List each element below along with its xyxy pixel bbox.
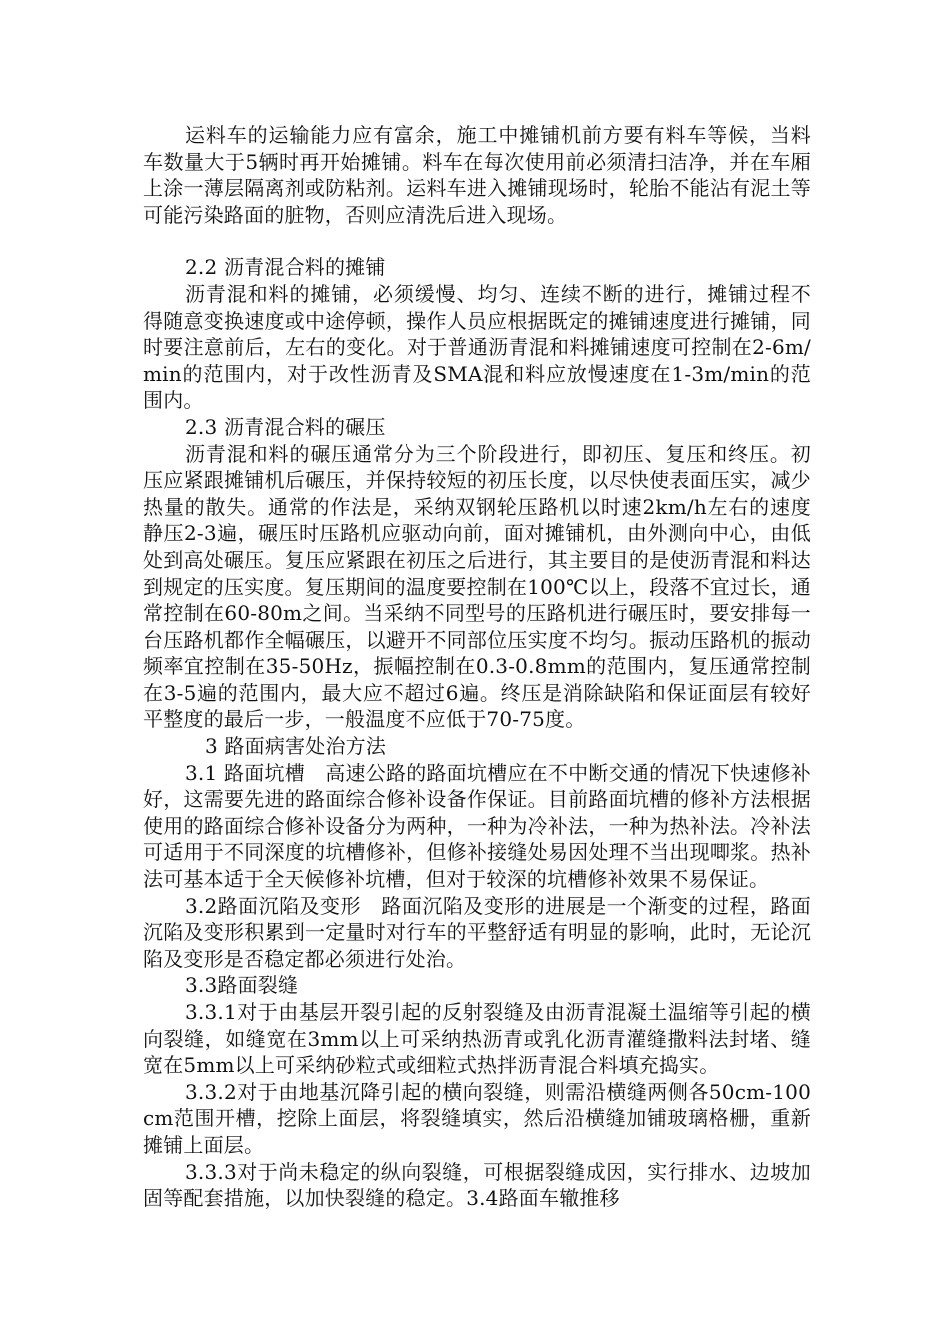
heading-3-3: 3.3路面裂缝 bbox=[185, 973, 299, 998]
paragraph-cracks-3: 3.3.3对于尚未稳定的纵向裂缝，可根据裂缝成因，实行排水、边坡加固等配套措施，以加快裂缝的稳定。3.4路面车辙推移 bbox=[143, 1159, 811, 1211]
document-body bbox=[143, 122, 811, 1212]
heading-2-3: 2.3 沥青混合料的碾压 bbox=[185, 414, 386, 439]
paragraph-subsidence: 3.2路面沉陷及变形 路面沉陷及变形的进展是一个渐变的过程，路面沉陷及变形积累到一定量时对行车的平整舒适有明显的影响，此时，无论沉陷及变形是否稳定都必须进行处治。 bbox=[143, 893, 811, 971]
paragraph-rolling: 沥青混和料的碾压通常分为三个阶段进行，即初压、复压和终压。初压应紧跟摊铺机后碾压，并保持较短的初压长度，以尽快使表面压实，减少热量的散失。通常的作法是，采纳双钢轮压路机以时速2km/h左右的速度静压2-3遍，碾压时压路机应驱动向前，面对摊铺机，由外测向中心，由低处到高处碾压。复压应紧跟在初压之后进行，其主要目的是使沥青混和料达到规定的压实度。复压期间的温度要控制在100℃以上，段落不宜过长，通常控制在60-80m之间。当采纳不同型号的压路机进行碾压时，要安排每一台压路机都作全幅碾压，以避开不同部位压实度不均匀。振动压路机的振动频率宜控制在35-50Hz，振幅控制在0.3-0.8mm的范围内，复压通常控制在3-5遍的范围内，最大应不超过6遍。终压是消除缺陷和保证面层有较好平整度的最后一步，一般温度不应低于70-75度。 bbox=[143, 441, 811, 732]
paragraph-transport: 运料车的运输能力应有富余，施工中摊铺机前方要有料车等候，当料车数量大于5辆时再开始摊铺。料车在每次使用前必须清扫洁净，并在车厢上涂一薄层隔离剂或防粘剂。运料车进入摊铺现场时，轮胎不能沾有泥土等可能污染路面的脏物，否则应清洗后进入现场。 bbox=[143, 123, 811, 227]
heading-2-2: 2.2 沥青混合料的摊铺 bbox=[185, 255, 386, 280]
paragraph-potholes: 3.1 路面坑槽 高速公路的路面坑槽应在不中断交通的情况下快速修补好，这需要先进的路面综合修补设备作保证。目前路面坑槽的修补方法根据使用的路面综合修补设备分为两种，一种为冷补法，一种为热补法。冷补法可适用于不同深度的坑槽修补，但修补接缝处易因处理不当出现唧浆。热补法可基本适于全天候修补坑槽，但对于较深的坑槽修补效果不易保证。 bbox=[143, 760, 811, 892]
heading-3: 3 路面病害处治方法 bbox=[205, 734, 387, 759]
paragraph-cracks-2: 3.3.2对于由地基沉降引起的横向裂缝，则需沿横缝两侧各50cm-100cm范围开槽，挖除上面层，将裂缝填实，然后沿横缝加铺玻璃格栅，重新摊铺上面层。 bbox=[143, 1079, 811, 1157]
paragraph-gap bbox=[143, 228, 811, 254]
paragraph-paving: 沥青混和料的摊铺，必须缓慢、均匀、连续不断的进行，摊铺过程不得随意变换速度或中途停顿，操作人员应根据既定的摊铺速度进行摊铺，同时要注意前后，左右的变化。对于普通沥青混和料摊铺速度可控制在2-6m/min的范围内，对于改性沥青及SMA混和料应放慢速度在1-3m/min的范围内。 bbox=[143, 281, 811, 413]
paragraph-cracks-1: 3.3.1对于由基层开裂引起的反射裂缝及由沥青混凝土温缩等引起的横向裂缝，如缝宽在3mm以上可采纳热沥青或乳化沥青灌缝撒料法封堵、缝宽在5mm以上可采纳砂粒式或细粒式热拌沥青混合料填充捣实。 bbox=[143, 1000, 811, 1078]
